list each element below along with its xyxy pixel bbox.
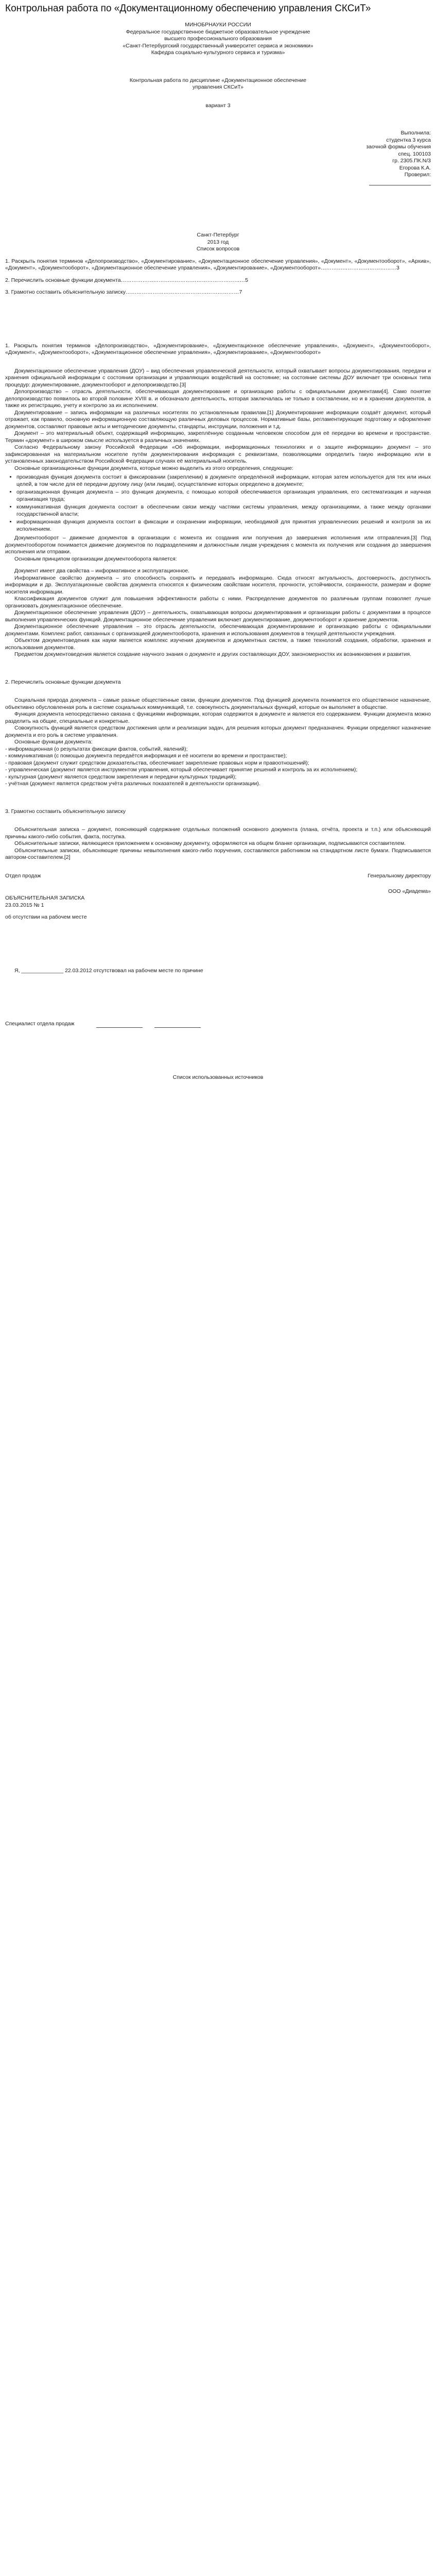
work-title: управления СКСиТ» — [192, 84, 243, 90]
toc-item: 1. Раскрыть понятия терминов «Делопроизводство», «Документирование», «Документационное обеспечение управления», «Документ», «Документооборот», «Архив», «Документ», «Документооборот», «Документационное обеспечение управления», «Документирование», «Документооборот»……………………………………3 — [5, 258, 431, 271]
author-line: Проверил: — [404, 172, 431, 178]
author-line: Выполнила: — [400, 130, 431, 136]
paragraph: - коммуникативная (с помощью документа передаётся информация и её носители во времени и пространстве); — [5, 753, 287, 759]
paragraph: - культурная (документ является средством закрепления и передачи культурных традиций); — [5, 773, 237, 780]
signature-line — [5, 179, 431, 186]
section-heading: 2. Перечислить основные функции документа — [5, 679, 121, 685]
document-title: Контрольная работа по «Документационному обеспечению управления СКСиТ» — [5, 3, 371, 14]
memo-header — [5, 873, 431, 888]
questions-title: Список вопросов — [196, 246, 240, 252]
function-list — [16, 474, 431, 533]
references-heading: Список использованных источников — [172, 1074, 264, 1080]
institution-line: Федеральное государственное бюджетное образовательное учреждение — [126, 28, 310, 35]
author-line: гр. 2305.ПК.N/3 — [392, 158, 431, 164]
list-item: • информационная функция документа состоит в фиксации и сохранении информации, необходимой для принятия управленческих решений и контроля за их исполнением. — [16, 519, 431, 533]
memo-doc-name: ОБЪЯСНИТЕЛЬНАЯ ЗАПИСКА — [5, 895, 85, 901]
memo-about: об отсутствии на рабочем месте — [5, 914, 87, 920]
paragraph: Функция документа непосредственно связана с функциями информации, которая содержится в документе и является его содержанием. Функции документа можно разделить на общие, специальные и конкретные. — [5, 711, 431, 724]
author-line: студентка 3 курса — [386, 137, 431, 143]
paragraph: Совокупность функций является средством достижения цели и реализации задач, для решения которых документ предназначен. Функции определяют назначение документа и его роль в системе управления. — [5, 725, 431, 738]
section-heading: 3. Грамотно составить объяснительную записку — [5, 808, 126, 815]
city: Санкт-Петербург — [197, 232, 239, 238]
paragraph: Основные организационные функции документа, которые можно выделить из этого определения, следующие: — [14, 465, 293, 471]
memo-signer: Специалист отдела продаж — [5, 1021, 431, 1028]
paragraph: Основным принципом организации документооборота является: — [14, 555, 177, 562]
paragraph: Документационное обеспечение управления (ДОУ) – вид обеспечения управленческой деятельности, который охватывает вопросы документирования, передачи и хранения официальной информации с состоянии организации и управляющих воздействий на состояние; на состояние системы ДОУ включает три основных типа процедур: документирование, документооборот и делопроизводство.[3] — [5, 367, 431, 388]
paragraph: Объяснительные записки, объясняющие причины невыполнения какого-либо поручения, составляются работником на стандартном листе бумаги. Подписывается автором-составителем.[2] — [5, 847, 431, 860]
memo-body: Я, ______________ 22.03.2012 отсутствовал на рабочем месте по причине — [14, 967, 203, 974]
author-line: Егорова К.А. — [399, 164, 431, 171]
paragraph: Документ имеет два свойства – информативное и эксплуатационное. — [14, 568, 189, 574]
institution-line: Кафедра социально-культурного сервиса и туризма» — [151, 49, 285, 56]
memo-to: Генеральному директору — [368, 872, 431, 879]
paragraph: - информационная (о результатах фиксации фактов, событий, явлений); — [5, 745, 188, 752]
list-item: • организационная функция документа – это функция документа, с помощью которой обеспечивается организация управления, его систематизация и научная организация труда; — [16, 489, 431, 503]
paragraph: Основные функции документа: — [14, 739, 93, 745]
institution-line: «Санкт-Петербургский государственный университет сервиса и экономики» — [123, 42, 313, 49]
toc-item: 3. Грамотно составить объяснительную записку………………………………………………………7 — [5, 289, 242, 295]
section-heading: 1. Раскрыть понятия терминов «Делопроизводство», «Документирование», «Документационное обеспечение управления», «Документ», «Документооборот», «Документ», «Документооборот», «Документационное обеспечение управления», «Документирование», «Документооборот» — [5, 342, 431, 355]
work-title: Контрольная работа по дисциплине «Документационное обеспечение — [129, 77, 307, 83]
paragraph: Документационное обеспечение управления – это отрасль деятельности, обеспечивающая документирование и организацию работы с официальными документами. Комплекс работ, связанных с организацией документооборота, хранения и использования документов в текущей деятельности учреждения. — [5, 623, 431, 637]
memo-from: Отдел продаж — [5, 872, 41, 879]
paragraph: Делопроизводство – отрасль деятельности, обеспечивающая документирование и организацию работы с официальными документами[4]. Само понятие делопроизводство появилось во второй половине XVIII в. и обозначало деятельность, которая заключалась не только в составлении, но и в хранении документов, а также их регистрацию, учету и контролю за их исполнением. — [5, 388, 431, 409]
list-item: • коммуникативная функция документа состоит в обеспечении связи между частями системы управления, между организациями, а также между органами государственной власти; — [16, 504, 431, 518]
year: 2013 год — [207, 239, 229, 245]
paragraph: Документооборот – движение документов в организации с момента их создания или получения до завершения исполнения или отправления.[3] Под документооборотом понимается движение документов по подразделениям и должностным лицам учреждения с момента их получения или создания до завершения исполнения или отправки. — [5, 535, 431, 555]
variant: вариант 3 — [205, 102, 231, 109]
list-item: • производная функция документа состоит в фиксировании (закреплении) в документе определённой информации, которая затем используется для тех или иных целей, в том числе для её передачи другому лицу (или лицам), осуществление которых определено в документе; — [16, 474, 431, 488]
paragraph: Документ – это материальный объект, содержащий информацию, закреплённую созданным человеком способом для её передачи во времени и пространстве. Термин «документ» в широком смысле используется в различных значениях. — [5, 430, 431, 444]
paragraph: Документирование – запись информации на различных носителях по установленным правилам.[1] Документирование информации создаёт документ, который отражает, как правило, основную информационную составляющую различных деловых процессов. Нормативные базы, регламентирующие подготовку и оформление документов, составляют правовые акты и методические документы, стандарты, инструкции, положения и т.д. — [5, 409, 431, 430]
institution-line: высшего профессионального образования — [164, 36, 272, 42]
paragraph: Информативное свойство документа – это способность сохранять и передавать информацию. Сюда относят актуальность, достоверность, доступность информации и др. Эксплуатационные свойства документа относятся к физическим свойствам носителя, прочности, устойчивости, сохранности, размерам и форме носителя информации. — [5, 574, 431, 595]
memo-org: ООО «Диадема» — [388, 888, 431, 894]
paragraph: - управленческая (документ является инструментом управления, который обеспечивает принятие решений и контроль за их исполнением); — [5, 767, 358, 773]
paragraph: Классификация документов служит для повышения эффективности работы с ними. Распределение документов по различным группам позволяет лучше организовать документационное обеспечение. — [5, 596, 431, 609]
paragraph: Объектом документоведения как науки является комплекс изучения документов и документных систем, а также технологий создания, обработки, хранения и использования документов. — [5, 637, 431, 651]
memo-date-number: 23.03.2015 № 1 — [5, 902, 44, 908]
paragraph: Социальная природа документа – самые разные общественные связи, функции документов. Под функцией документа понимается его общественное назначение, объективно обусловленная роль в системе социальных коммуникаций, т.е. совокупность документальных функций, которые он выполняет в обществе. — [5, 697, 431, 710]
ministry: МИНОБРНАУКИ РОССИИ — [185, 22, 251, 28]
paragraph: Предметом документоведения является создание научного знания о документе и других составляющих ДОУ, закономерностях их возникновения и развития. — [14, 651, 412, 657]
author-line: заочной формы обучения — [366, 144, 431, 150]
paragraph: Согласно Федеральному закону Российской Федерации «Об информации, информационных технологиях и о защите информации» документ – это зафиксированная на материальном носителе путём документирования информация с реквизитами, позволяющими определить такую информацию или в установленных законодательством Российской Федерации случаях её материальный носитель. — [5, 444, 431, 464]
paragraph: Объяснительные записки, являющиеся приложением к основному документу, оформляются на общем бланке организации, подписываются составителем. — [14, 840, 406, 846]
author-line: спец. 100103 — [398, 150, 431, 157]
paragraph: - учётная (документ является средством учёта различных показателей в деятельности организации). — [5, 781, 260, 787]
toc-item: 2. Перечислить основные функции документа……………………………………………………………5 — [5, 277, 248, 283]
paragraph: Документационное обеспечение управления (ДОУ) – деятельность, охватывающая вопросы документирования и организации работы с документами в процессе выполнения управленческих функций. Документационное обеспечение управления включает документирование, документооборот и хранение документов. — [5, 609, 431, 623]
paragraph: - правовая (документ служит средством доказательства, обеспечивает закрепление правовых норм и правоотношений); — [5, 759, 309, 766]
paragraph: Объяснительная записка – документ, поясняющий содержание отдельных положений основного документа (плана, отчёта, проекта и т.п.) или объясняющий причины какого-либо события, факта, поступка. — [5, 826, 431, 840]
